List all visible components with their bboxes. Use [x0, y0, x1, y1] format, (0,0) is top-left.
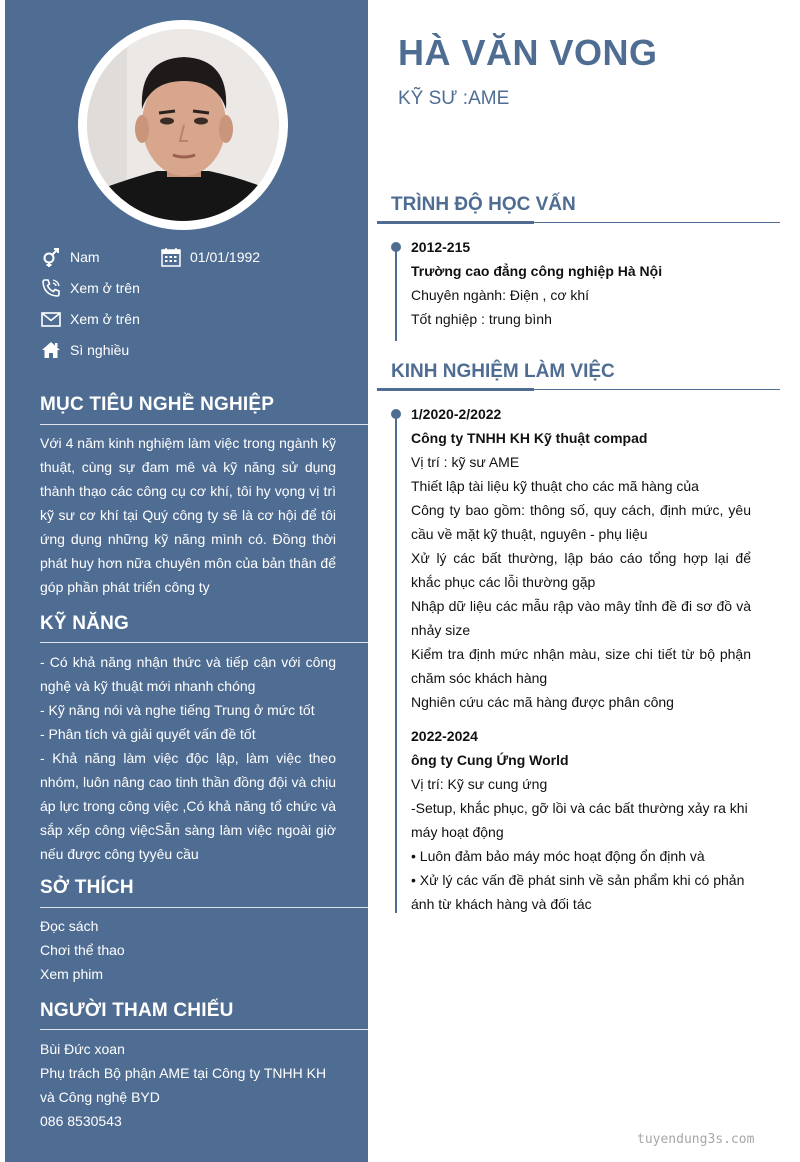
gender-row [40, 246, 100, 268]
address-text: Sì nghiều [70, 342, 130, 358]
job-period: 2022-2024 [411, 728, 478, 744]
birthday-text: 01/01/1992 [190, 249, 261, 265]
watermark: tuyendung3s.com [637, 1132, 755, 1147]
email-icon [40, 308, 62, 330]
job-period: 1/2020-2/2022 [411, 406, 502, 422]
gender-text: Nam [70, 249, 100, 265]
hobby-item: Xem phim [40, 966, 104, 982]
job-company: ông ty Cung Ứng World [411, 752, 569, 768]
experience-heading: KINH NGHIỆM LÀM VIỆC [391, 361, 615, 382]
job-line: Công ty bao gồm: thông số, quy cách, định mức, yêu cầu về mặt kỹ thuật, nguyên - phụ liệu [411, 502, 751, 542]
candidate-name: HÀ VĂN VONG [398, 32, 658, 73]
objective-text: Với 4 năm kinh nghiệm làm việc trong ngành kỹ thuật, cùng sự đam mê và kỹ năng sử dụng thành thạo các công cụ cơ khí, tôi hy vọng vị trì kỹ sư cơ khí tại Quý công ty sẽ là cơ hội để tôi ứng dụng những kỹ năng mình có. Đồng thời phát huy hơn nữa chuyên môn của bản thân để góp phần phát triển công ty [40, 435, 336, 595]
avatar-frame [78, 20, 288, 230]
skill-item: - Có khả năng nhận thức và tiếp cận với công nghệ và kỹ thuật mới nhanh chóng [40, 654, 336, 694]
home-icon [40, 339, 62, 361]
education-divider-accent [377, 221, 534, 224]
skills-list [40, 650, 336, 866]
job-title: KỸ SƯ :AME [398, 88, 510, 109]
job-company: Công ty TNHH KH Kỹ thuật compad [411, 430, 648, 446]
sidebar [5, 0, 368, 1162]
education-major: Chuyên ngành: Điện , cơ khí [411, 287, 590, 303]
phone-row [40, 277, 140, 299]
hobby-item: Chơi thể thao [40, 942, 125, 958]
education-school: Trường cao đẳng công nghiệp Hà Nội [411, 263, 663, 279]
skill-item: - Phân tích và giải quyết vấn đề tốt [40, 726, 256, 742]
objective-divider [40, 424, 368, 425]
experience-entry [411, 724, 751, 916]
reference-position: Phụ trách Bộ phận AME tại Công ty TNHH KH và Công nghệ BYD [40, 1065, 327, 1105]
skill-item: - Kỹ năng nói và nghe tiếng Trung ở mức tốt [40, 702, 315, 718]
education-graduation: Tốt nghiệp : trung bình [411, 311, 552, 327]
phone-icon [40, 277, 62, 299]
gender-icon [40, 246, 62, 268]
reference-name: Bùi Đức xoan [40, 1041, 125, 1057]
job-line: Thiết lập tài liệu kỹ thuật cho các mã hàng của [411, 478, 699, 494]
skills-heading: KỸ NĂNG [40, 613, 130, 634]
experience-entry [411, 402, 751, 714]
avatar [87, 29, 279, 221]
education-entry [411, 235, 751, 331]
calendar-icon [160, 246, 182, 268]
timeline-line [395, 413, 397, 913]
address-row [40, 339, 129, 361]
phone-text: Xem ở trên [70, 280, 140, 296]
job-line: Nghiên cứu các mã hàng được phân công [411, 694, 674, 710]
hobbies-heading: SỞ THÍCH [40, 877, 134, 898]
job-line: Vị trí: Kỹ sư cung ứng [411, 776, 548, 792]
job-line: Nhập dữ liệu các mẫu rập vào mây tỉnh đề đi sơ đồ và nhảy size [411, 598, 751, 638]
hobbies-list [40, 914, 336, 986]
job-line: -Setup, khắc phục, gỡ lồi và các bất thường xảy ra khi máy hoạt động [411, 800, 748, 840]
job-line: Vị trí : kỹ sư AME [411, 454, 520, 470]
skills-divider [40, 642, 368, 643]
job-line: Kiểm tra định mức nhận màu, size chi tiết từ bộ phận chăm sóc khách hàng [411, 646, 751, 686]
timeline-line [395, 246, 397, 341]
job-line: • Xử lý các vấn đề phát sinh về sản phẩm khi có phản ánh từ khách hàng và đối tác [411, 872, 745, 912]
education-heading: TRÌNH ĐỘ HỌC VẤN [391, 194, 576, 215]
job-line: Xử lý các bất thường, lập báo cáo tổng hợp lại để khắc phục các lỗi thường gặp [411, 550, 751, 590]
experience-divider-accent [377, 388, 534, 391]
email-text: Xem ở trên [70, 311, 140, 327]
skill-item: - Khả năng làm việc độc lập, làm việc theo nhóm, luôn nâng cao tinh thần đồng đội và chịu áp lực trong công việc ,Có khả năng tổ chức và sắp xếp công việcSẵn sàng làm việc ngoài giờ nếu được công tyyêu cầu [40, 750, 336, 862]
references-block [40, 1037, 330, 1133]
references-heading: NGƯỜI THAM CHIẾU [40, 1000, 234, 1021]
hobbies-divider [40, 907, 368, 908]
references-divider [40, 1029, 368, 1030]
email-row [40, 308, 140, 330]
objective-heading: MỤC TIÊU NGHỀ NGHIỆP [40, 394, 275, 415]
education-period: 2012-215 [411, 239, 471, 255]
job-line: • Luôn đảm bảo máy móc hoạt động ổn định và [411, 848, 705, 864]
reference-phone: 086 8530543 [40, 1113, 122, 1129]
birthday-row [160, 246, 260, 268]
hobby-item: Đọc sách [40, 918, 99, 934]
